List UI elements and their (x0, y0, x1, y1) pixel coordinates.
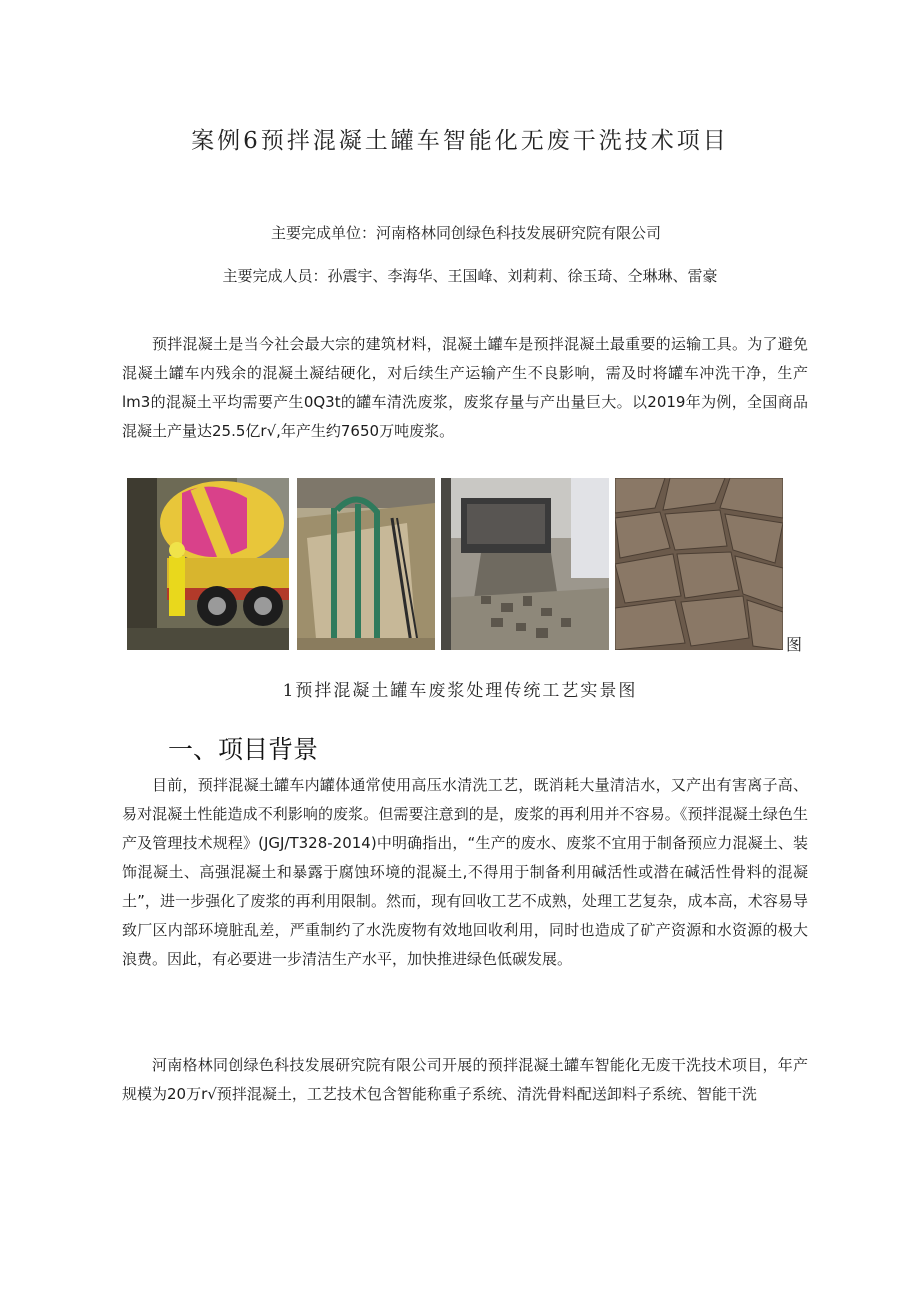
background-paragraph: 目前，预拌混凝土罐车内罐体通常使用高压水清洗工艺，既消耗大量清洁水，又产出有害离子高、易对混凝土性能造成不利影响的废浆。但需要注意到的是，废浆的再利用并不容易。《预拌混凝土绿色生产及管理技术规程》(JGJ/T328-2014)中明确指出，“生产的废水、废浆不宜用于制备预应力混凝土、装饰混凝土、高强混凝土和暴露于腐蚀环境的混凝土,不得用于制备利用碱活性或潜在碱活性骨料的混凝土”，进一步强化了废浆的再利用限制。然而，现有回收工艺不成熟，处理工艺复杂，成本高，术容易导致厂区内部环境脏乱差，严重制约了水洗废物有效地回收利用，同时也造成了矿产资源和水资源的极大浪费。因此，有必要进一步清洁生产水平，加快推进绿色低碳发展。 (122, 776, 808, 968)
mixer-truck-washing-photo (127, 478, 289, 650)
figure-corner-label: 图 (786, 632, 802, 655)
section-heading: 一、项目背景 (168, 735, 319, 764)
filter-press-discharge-photo (441, 478, 609, 650)
figure-photo-strip (127, 478, 807, 650)
background-paragraph-continued: 河南格林同创绿色科技发展研究院有限公司开展的预拌混凝土罐车智能化无废干洗技术项目，年产规模为20万r√预拌混凝土，工艺技术包含智能称重子系统、清洗骨料配送卸料子系统、智能干洗 (122, 1056, 808, 1103)
intro-paragraph: 预拌混凝土是当今社会最大宗的建筑材料，混凝土罐车是预拌混凝土最重要的运输工具。为了避免混凝土罐车内残余的混凝土凝结硬化，对后续生产运输产生不良影响，需及时将罐车冲洗干净，生产lm3的混凝土平均需要产生0Q3t的罐车清洗废浆，废浆存量与产出量巨大。以2019年为例，全国商品混凝土产量达25.5亿r√,年产生约7650万吨废浆。 (122, 335, 808, 440)
document-title: 案例6预拌混凝土罐车智能化无废干洗技术项目 (191, 128, 729, 154)
completion-personnel: 主要完成人员：孙震宇、李海华、王国峰、刘莉莉、徐玉琦、仝琳琳、雷豪 (222, 267, 718, 285)
figure-caption: 1预拌混凝土罐车废浆处理传统工艺实景图 (282, 681, 638, 701)
dried-sludge-cake-photo (615, 478, 783, 650)
completion-unit: 主要完成单位：河南格林同创绿色科技发展研究院有限公司 (270, 224, 661, 242)
sedimentation-tank-photo (297, 478, 435, 650)
